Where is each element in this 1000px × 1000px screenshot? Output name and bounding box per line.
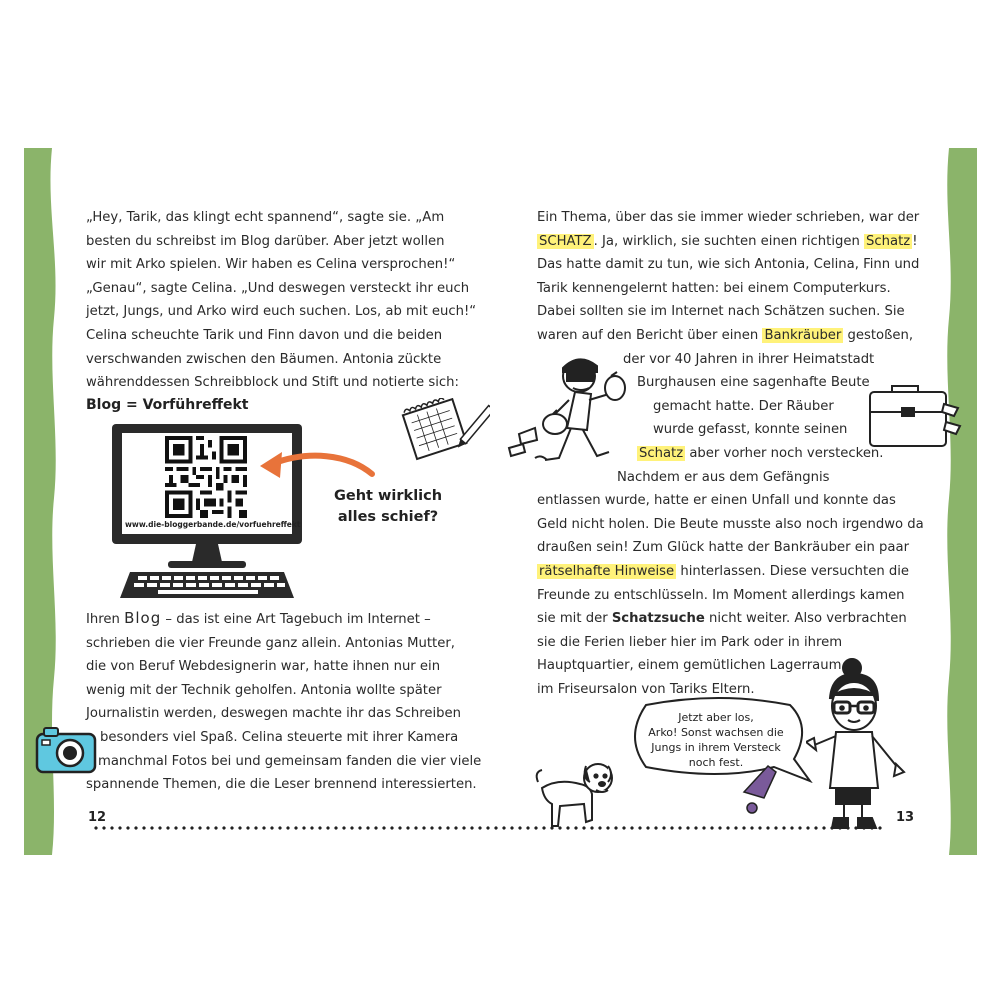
text-line: draußen sein! Zum Glück hatte der Bankräuber ein paar [537, 540, 909, 556]
note-blog-vorfuehreffekt: Blog = Vorführeffekt [86, 397, 249, 413]
text-line: schrieben die vier Freunde ganz allein. Antonias Mutter, [86, 635, 455, 651]
camera-icon [34, 724, 98, 776]
text-line [537, 607, 924, 631]
text-line: besten du schreibst im Blog darüber. Aber jetzt wollen [86, 233, 445, 249]
text-line: Tarik kennengelernt hatten: bei einem Computerkurs. [537, 280, 891, 296]
left-paragraph-1 [86, 206, 476, 395]
highlight-bankraeuber: Bankräuber [764, 327, 842, 343]
bold-schatzsuche: Schatzsuche [611, 611, 705, 627]
speech-bubble-text [636, 710, 796, 770]
text-run: Ihren [86, 612, 120, 627]
text-line: Das hatte damit zu tun, wie sich Antonia, Celina, Finn und [537, 257, 920, 273]
arrow-icon [258, 448, 376, 490]
bubble-line: Jetzt aber los, [678, 711, 754, 724]
text-line [537, 324, 924, 348]
text-line: wurde gefasst, konnte seinen [653, 422, 848, 438]
text-line: spannende Themen, die die Leser brennend interessierten. [86, 777, 477, 793]
text-line: die von Beruf Webdesignerin war, hatte ihnen nur ein [86, 659, 441, 675]
text-line: im Friseursalon von Tariks Eltern. [537, 681, 755, 697]
text-line: „Genau“, sagte Celina. „Und deswegen versteckt ihr euch [86, 280, 470, 296]
text-line: Freunde zu entschlüsseln. Im Moment allerdings kamen [537, 587, 905, 603]
text-run: sie mit der [537, 611, 612, 627]
text-line: Celina scheuchte Tarik und Finn davon und die beiden [86, 327, 443, 343]
qr-url[interactable]: www.die-bloggerbande.de/vorfuehreffekt [125, 520, 301, 529]
text-run: nicht weiter. Also verbrachten [704, 611, 907, 627]
text-line: Ein Thema, über das sie immer wieder schrieben, war der [537, 210, 920, 225]
page-number-left: 12 [88, 810, 107, 825]
keyboard-icon [120, 572, 294, 598]
text-line: Geld nicht holen. Die Beute musste also noch irgendwo da [537, 516, 924, 532]
text-line: sie die Ferien lieber hier im Park oder in ihrem [537, 634, 843, 650]
highlight-schatz: Schatz [866, 233, 911, 249]
callout-line: alles schief? [337, 509, 439, 525]
highlight-schatz: Schatz [639, 445, 684, 461]
robber-illustration [505, 348, 635, 476]
text-line: gemacht hatte. Der Räuber [653, 398, 834, 414]
qr-code[interactable] [165, 436, 247, 518]
callout-line: Geht wirklich [334, 488, 443, 504]
text-line: „Hey, Tarik, das klingt echt spannend“, sagte sie. „Am [86, 210, 445, 225]
text-run: hinterlassen. Diese versuchten die [676, 563, 910, 579]
notepad-pencil-icon [395, 398, 490, 463]
left-paragraph-2 [86, 607, 481, 797]
text-line [537, 230, 924, 254]
highlight-hinweise: rätselhafte Hinweise [539, 563, 675, 579]
text-run: waren auf den Bericht über einen [537, 327, 763, 343]
text-line [537, 560, 924, 584]
hat-icon [738, 762, 782, 818]
text-line: der vor 40 Jahren in ihrer Heimatstadt [623, 351, 875, 367]
text-line: verschwanden zwischen den Bäumen. Antonia zückte [86, 351, 442, 367]
bubble-line: Arko! Sonst wachsen die [648, 726, 784, 739]
text-line: Burghausen eine sagenhafte Beute [637, 375, 870, 391]
dog-illustration [530, 760, 630, 836]
bubble-line: Jungs in ihrem Versteck [651, 741, 781, 754]
text-run: – das ist eine Art Tagebuch im Internet – [161, 612, 431, 627]
text-line: wir mit Arko spielen. Wir haben es Celina versprochen!“ [86, 257, 456, 273]
text-run: gestoßen, [843, 327, 914, 343]
text-run: aber vorher noch verstecken. [685, 445, 884, 461]
blog-word: Blog [124, 609, 162, 627]
highlight-schatz: SCHATZ [539, 233, 592, 249]
bubble-line: noch fest. [688, 756, 744, 769]
text-line: manchmal Fotos bei und gemeinsam fanden die vier viele [98, 753, 482, 769]
text-line: währenddessen Schreibblock und Stift und notierte sich: [86, 375, 459, 391]
text-line: Journalistin werden, deswegen machte ihr das Schreiben [86, 706, 462, 722]
text-line [86, 607, 481, 632]
text-line: wenig mit der Technik geholfen. Antonia wollte später [86, 682, 442, 698]
callout-text [334, 486, 442, 528]
text-run: ! [912, 233, 918, 249]
page-divider-dots [92, 826, 882, 830]
briefcase-icon [866, 382, 962, 454]
girl-illustration [806, 656, 908, 836]
page-number-right: 13 [896, 810, 915, 825]
text-line: Hauptquartier, einem gemütlichen Lagerraum [537, 658, 842, 674]
text-line: Dabei sollten sie im Internet nach Schätzen suchen. Sie [537, 304, 905, 320]
text-line: entlassen wurde, hatte er einen Unfall und konnte das [537, 493, 896, 509]
text-line: besonders viel Spaß. Celina steuerte mit ihrer Kamera [100, 729, 459, 745]
text-line: jetzt, Jungs, und Arko wird euch suchen. Los, ab mit euch!“ [86, 304, 477, 320]
text-run: . Ja, wirklich, sie suchten einen richtigen [593, 233, 865, 249]
text-line: Nachdem er aus dem Gefängnis [617, 469, 830, 485]
